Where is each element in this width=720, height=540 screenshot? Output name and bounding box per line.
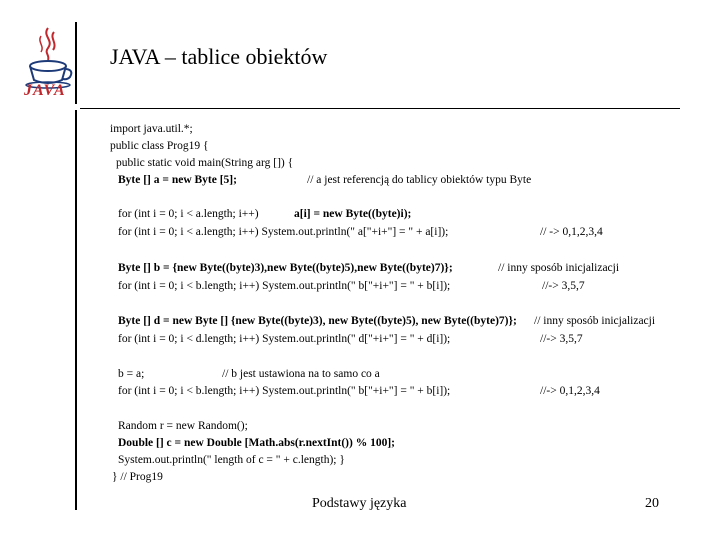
code-comment-4: // a jest referencją do tablicy obiektów typu Byte (307, 174, 532, 186)
code-line-6: for (int i = 0; i < a.length; i++) System.out.println(" a["+i+"] = " + a[i]); (118, 226, 449, 238)
code-line-14: Double [] c = new Double [Math.abs(r.nextInt()) % 100]; (118, 437, 395, 449)
title-rule (80, 108, 680, 109)
code-line-8: for (int i = 0; i < b.length; i++) System.out.println(" b["+i+"] = " + b[i]); (118, 280, 451, 292)
code-line-13: Random r = new Random(); (118, 420, 248, 432)
code-line-2: public class Prog19 { (110, 140, 209, 152)
page-number: 20 (645, 496, 659, 511)
code-comment-12: //-> 0,1,2,3,4 (540, 385, 600, 397)
logo-text: JAVA (24, 82, 66, 99)
footer-title: Podstawy języka (312, 496, 407, 511)
code-line-5a: for (int i = 0; i < a.length; i++) (118, 208, 259, 220)
code-comment-6: // -> 0,1,2,3,4 (540, 226, 603, 238)
code-line-7: Byte [] b = {new Byte((byte)3),new Byte((byte)5),new Byte((byte)7)}; (118, 262, 453, 274)
code-line-1: import java.util.*; (110, 123, 193, 135)
code-line-16: } // Prog19 (112, 471, 163, 483)
code-line-5b: a[i] = new Byte((byte)i); (294, 208, 412, 220)
code-line-12: for (int i = 0; i < b.length; i++) System.out.println(" b["+i+"] = " + b[i]); (118, 385, 451, 397)
code-line-3: public static void main(String arg []) { (116, 157, 294, 169)
code-comment-8: //-> 3,5,7 (542, 280, 585, 292)
slide-title: JAVA – tablice obiektów (110, 44, 328, 69)
code-comment-11: // b jest ustawiona na to samo co a (222, 368, 380, 380)
code-line-11: b = a; (118, 368, 145, 380)
left-rule-lower (75, 110, 77, 510)
code-comment-9: // inny sposób inicjalizacji (534, 315, 656, 327)
code-line-9: Byte [] d = new Byte [] {new Byte((byte)3), new Byte((byte)5), new Byte((byte)7)}; (118, 315, 517, 327)
code-line-10: for (int i = 0; i < d.length; i++) System.out.println(" d["+i+"] = " + d[i]); (118, 333, 451, 345)
left-rule (75, 22, 77, 104)
code-line-15: System.out.println(" length of c = " + c.length); } (118, 454, 345, 466)
code-comment-10: //-> 3,5,7 (540, 333, 583, 345)
code-line-4: Byte [] a = new Byte [5]; (118, 174, 237, 186)
code-comment-7: // inny sposób inicjalizacji (498, 262, 620, 274)
